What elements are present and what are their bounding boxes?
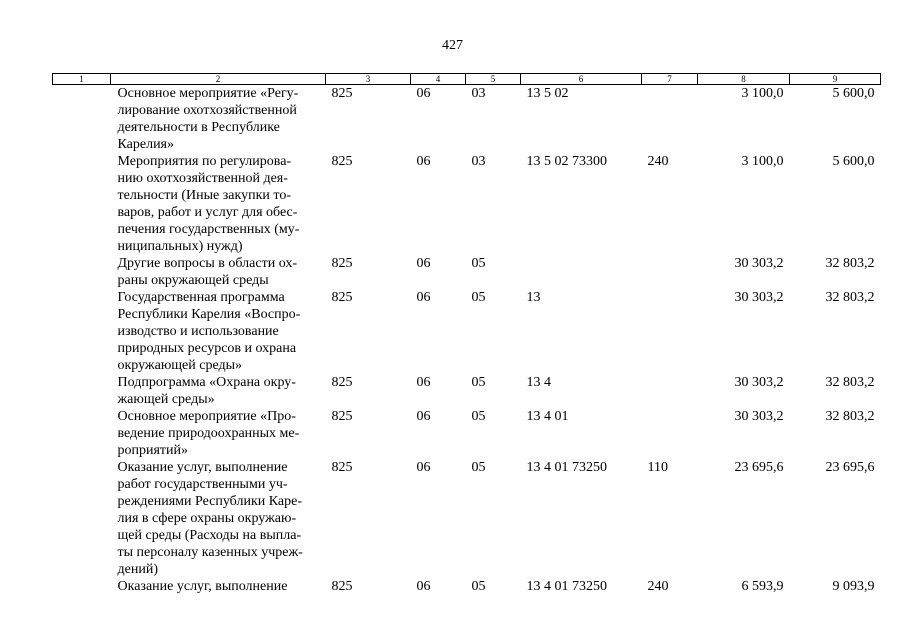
cell-target-article: 13 4 01 (526, 409, 569, 424)
table-row (53, 374, 881, 408)
cell-target-article: 13 5 02 73300 (526, 154, 607, 169)
cell-expense-type (642, 255, 698, 289)
cell-amount-year2: 5 600,0 (832, 86, 875, 101)
cell-col1 (53, 459, 111, 578)
table-row (53, 408, 881, 459)
cell-section: 06 (416, 154, 431, 169)
cell-subsection: 03 (471, 86, 486, 101)
cell-amount-year2: 32 803,2 (825, 256, 875, 271)
cell-target-article: 13 5 02 (526, 86, 569, 101)
cell-ministry-code: 825 (331, 460, 353, 475)
table-row (53, 289, 881, 374)
cell-amount-year1: 30 303,2 (734, 290, 784, 305)
cell-amount-year2: 5 600,0 (832, 154, 875, 169)
cell-amount-year2: 23 695,6 (825, 460, 875, 475)
cell-expense-type (642, 408, 698, 459)
cell-expense-type (642, 289, 698, 374)
cell-target-article: 13 (526, 290, 541, 305)
cell-amount-year1: 30 303,2 (734, 375, 784, 390)
table-row (53, 153, 881, 255)
table-row (53, 255, 881, 289)
cell-section: 06 (416, 256, 431, 271)
cell-subsection: 05 (471, 290, 486, 305)
cell-amount-year1: 3 100,0 (741, 86, 784, 101)
col-header-3: 3 (326, 74, 411, 85)
cell-subsection: 05 (471, 460, 486, 475)
cell-col1 (53, 85, 111, 154)
cell-subsection: 05 (471, 375, 486, 390)
cell-description: Другие вопросы в области ох- раны окружающей среды (117, 256, 298, 288)
cell-target-article (521, 255, 642, 289)
cell-expense-type: 240 (647, 154, 669, 169)
page-number: 427 (442, 38, 463, 53)
cell-expense-type: 240 (647, 579, 669, 594)
cell-description: Государственная программа Республики Карелия «Воспро- изводство и использование природных ресурсов и охрана окружающей среды» (117, 290, 301, 373)
cell-description: Мероприятия по регулирова- нию охотхозяйственной дея- тельности (Иные закупки то- варов, работ и услуг для обес- печения государственных (му- ниципальных) нужд) (117, 154, 300, 254)
cell-description: Подпрограмма «Охрана окру- жающей среды» (117, 375, 296, 407)
cell-amount-year1: 6 593,9 (741, 579, 784, 594)
cell-ministry-code: 825 (331, 290, 353, 305)
cell-subsection: 05 (471, 256, 486, 271)
cell-col1 (53, 578, 111, 595)
header-row (53, 74, 881, 85)
cell-col1 (53, 255, 111, 289)
cell-section: 06 (416, 460, 431, 475)
cell-ministry-code: 825 (331, 579, 353, 594)
cell-expense-type (642, 374, 698, 408)
cell-expense-type: 110 (647, 460, 668, 475)
cell-amount-year2: 32 803,2 (825, 375, 875, 390)
cell-description: Основное мероприятие «Регу- лирование охотхозяйственной деятельности в Республике Карелия» (117, 86, 299, 152)
cell-amount-year2: 32 803,2 (825, 409, 875, 424)
cell-ministry-code: 825 (331, 86, 353, 101)
cell-target-article: 13 4 01 73250 (526, 579, 607, 594)
cell-section: 06 (416, 86, 431, 101)
cell-section: 06 (416, 409, 431, 424)
cell-target-article: 13 4 (526, 375, 551, 390)
table-row (53, 85, 881, 154)
table-row (53, 459, 881, 578)
cell-description: Основное мероприятие «Про- ведение природоохранных ме- роприятий» (117, 409, 300, 458)
col-header-1: 1 (53, 74, 111, 85)
cell-ministry-code: 825 (331, 375, 353, 390)
cell-col1 (53, 374, 111, 408)
cell-subsection: 03 (471, 154, 486, 169)
cell-description: Оказание услуг, выполнение (117, 579, 288, 594)
cell-ministry-code: 825 (331, 409, 353, 424)
cell-section: 06 (416, 579, 431, 594)
cell-subsection: 05 (471, 579, 486, 594)
cell-subsection: 05 (471, 409, 486, 424)
col-header-6: 6 (521, 74, 642, 85)
cell-expense-type (642, 85, 698, 154)
cell-section: 06 (416, 290, 431, 305)
cell-amount-year1: 3 100,0 (741, 154, 784, 169)
cell-amount-year1: 23 695,6 (734, 460, 784, 475)
col-header-2: 2 (111, 74, 326, 85)
cell-col1 (53, 289, 111, 374)
cell-amount-year2: 9 093,9 (832, 579, 875, 594)
cell-ministry-code: 825 (331, 154, 353, 169)
cell-description: Оказание услуг, выполнение работ государственными уч- реждениями Республики Каре- лия в сфере охраны окружаю- щей среды (Расходы на выпла- ты персоналу казенных учреж- дений) (117, 460, 303, 577)
cell-amount-year2: 32 803,2 (825, 290, 875, 305)
col-header-4: 4 (411, 74, 466, 85)
cell-amount-year1: 30 303,2 (734, 409, 784, 424)
cell-ministry-code: 825 (331, 256, 353, 271)
col-header-7: 7 (642, 74, 698, 85)
budget-table (52, 73, 881, 595)
cell-col1 (53, 408, 111, 459)
table-row (53, 578, 881, 595)
cell-col1 (53, 153, 111, 255)
col-header-8: 8 (698, 74, 790, 85)
cell-target-article: 13 4 01 73250 (526, 460, 607, 475)
cell-section: 06 (416, 375, 431, 390)
col-header-9: 9 (790, 74, 881, 85)
cell-amount-year1: 30 303,2 (734, 256, 784, 271)
col-header-5: 5 (466, 74, 521, 85)
